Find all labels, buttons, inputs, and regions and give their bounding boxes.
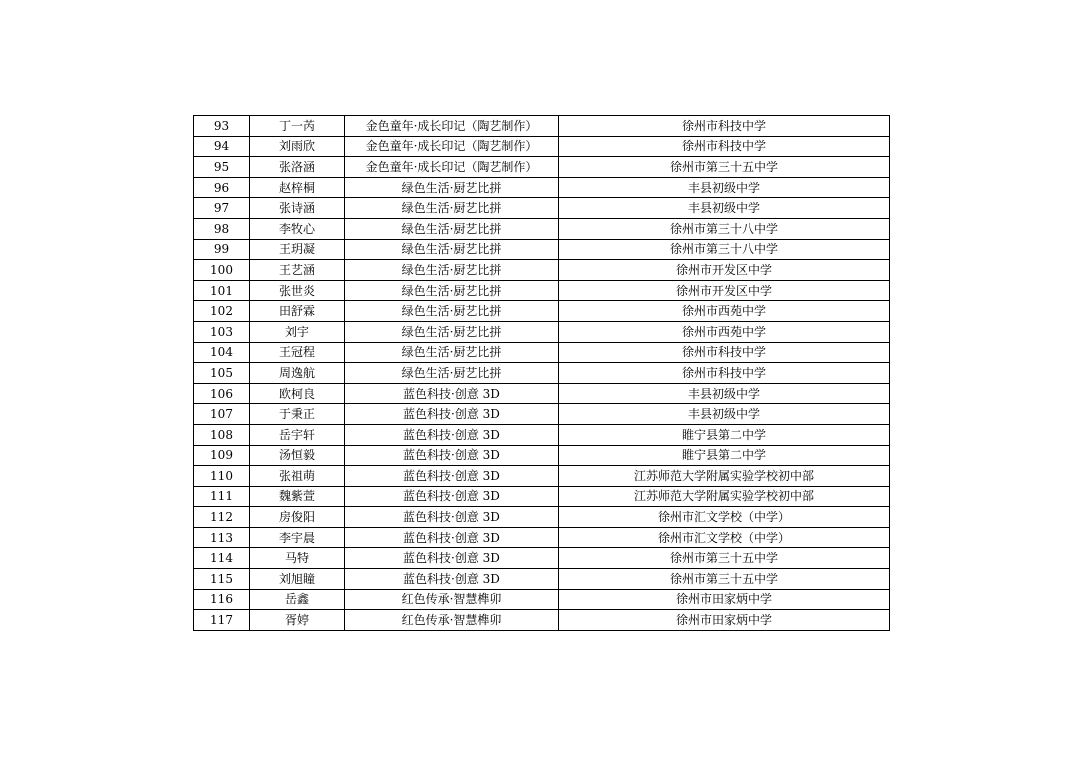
row-number-cell: 116: [194, 589, 250, 610]
project-cell: 蓝色科技·创意 3D: [345, 445, 559, 466]
student-name-cell: 汤恒毅: [250, 445, 345, 466]
row-number-cell: 101: [194, 280, 250, 301]
project-cell: 绿色生活·厨艺比拼: [345, 198, 559, 219]
row-number-cell: 97: [194, 198, 250, 219]
table-row: [194, 507, 890, 528]
school-cell: 徐州市第三十八中学: [559, 239, 890, 260]
table-row: [194, 404, 890, 425]
row-number-cell: 115: [194, 569, 250, 590]
row-number-cell: 102: [194, 301, 250, 322]
row-number-cell: 95: [194, 157, 250, 178]
student-name-cell: 周逸航: [250, 363, 345, 384]
table-row: [194, 486, 890, 507]
school-cell: 徐州市汇文学校（中学）: [559, 507, 890, 528]
student-name-cell: 张祖萌: [250, 466, 345, 487]
school-cell: 丰县初级中学: [559, 404, 890, 425]
table-row: [194, 136, 890, 157]
project-cell: 红色传承·智慧榫卯: [345, 589, 559, 610]
table-row: [194, 610, 890, 631]
school-cell: 徐州市科技中学: [559, 136, 890, 157]
student-name-cell: 丁一芮: [250, 116, 345, 137]
project-cell: 蓝色科技·创意 3D: [345, 486, 559, 507]
project-cell: 绿色生活·厨艺比拼: [345, 218, 559, 239]
school-cell: 丰县初级中学: [559, 177, 890, 198]
row-number-cell: 104: [194, 342, 250, 363]
table-row: [194, 342, 890, 363]
student-name-cell: 张诗涵: [250, 198, 345, 219]
row-number-cell: 103: [194, 321, 250, 342]
school-cell: 徐州市科技中学: [559, 116, 890, 137]
student-name-cell: 王冠程: [250, 342, 345, 363]
student-name-cell: 张洛涵: [250, 157, 345, 178]
school-cell: 徐州市第三十五中学: [559, 548, 890, 569]
student-name-cell: 刘宇: [250, 321, 345, 342]
school-cell: 徐州市开发区中学: [559, 260, 890, 281]
row-number-cell: 96: [194, 177, 250, 198]
table-row: [194, 589, 890, 610]
table-row: [194, 280, 890, 301]
table-row: [194, 383, 890, 404]
table-row: [194, 157, 890, 178]
school-cell: 徐州市科技中学: [559, 342, 890, 363]
school-cell: 徐州市西苑中学: [559, 301, 890, 322]
school-cell: 徐州市田家炳中学: [559, 610, 890, 631]
table-row: [194, 424, 890, 445]
project-cell: 蓝色科技·创意 3D: [345, 527, 559, 548]
table-row: [194, 569, 890, 590]
project-cell: 蓝色科技·创意 3D: [345, 548, 559, 569]
row-number-cell: 108: [194, 424, 250, 445]
school-cell: 江苏师范大学附属实验学校初中部: [559, 486, 890, 507]
project-cell: 金色童年·成长印记（陶艺制作）: [345, 136, 559, 157]
project-cell: 红色传承·智慧榫卯: [345, 610, 559, 631]
table-row: [194, 260, 890, 281]
row-number-cell: 106: [194, 383, 250, 404]
student-name-cell: 王艺涵: [250, 260, 345, 281]
student-name-cell: 于秉正: [250, 404, 345, 425]
table-row: [194, 527, 890, 548]
school-cell: 徐州市田家炳中学: [559, 589, 890, 610]
row-number-cell: 99: [194, 239, 250, 260]
table-row: [194, 445, 890, 466]
student-name-cell: 张世炎: [250, 280, 345, 301]
table-row: [194, 218, 890, 239]
row-number-cell: 114: [194, 548, 250, 569]
table-row: [194, 116, 890, 137]
table-row: [194, 239, 890, 260]
project-cell: 绿色生活·厨艺比拼: [345, 321, 559, 342]
student-name-cell: 刘旭瞳: [250, 569, 345, 590]
student-name-cell: 岳鑫: [250, 589, 345, 610]
row-number-cell: 110: [194, 466, 250, 487]
row-number-cell: 94: [194, 136, 250, 157]
row-number-cell: 112: [194, 507, 250, 528]
student-name-cell: 田舒霖: [250, 301, 345, 322]
project-cell: 绿色生活·厨艺比拼: [345, 239, 559, 260]
row-number-cell: 105: [194, 363, 250, 384]
school-cell: 徐州市第三十五中学: [559, 569, 890, 590]
table-row: [194, 548, 890, 569]
project-cell: 绿色生活·厨艺比拼: [345, 280, 559, 301]
project-cell: 金色童年·成长印记（陶艺制作）: [345, 116, 559, 137]
project-cell: 绿色生活·厨艺比拼: [345, 177, 559, 198]
school-cell: 江苏师范大学附属实验学校初中部: [559, 466, 890, 487]
student-name-cell: 房俊阳: [250, 507, 345, 528]
student-name-cell: 魏紫萱: [250, 486, 345, 507]
school-cell: 睢宁县第二中学: [559, 424, 890, 445]
school-cell: 徐州市汇文学校（中学）: [559, 527, 890, 548]
row-number-cell: 100: [194, 260, 250, 281]
school-cell: 丰县初级中学: [559, 198, 890, 219]
row-number-cell: 117: [194, 610, 250, 631]
table-row: [194, 177, 890, 198]
student-name-cell: 马特: [250, 548, 345, 569]
student-name-cell: 欧柯良: [250, 383, 345, 404]
student-name-cell: 赵梓桐: [250, 177, 345, 198]
row-number-cell: 98: [194, 218, 250, 239]
row-number-cell: 113: [194, 527, 250, 548]
table-row: [194, 301, 890, 322]
school-cell: 徐州市第三十五中学: [559, 157, 890, 178]
table-row: [194, 198, 890, 219]
table-row: [194, 363, 890, 384]
project-cell: 蓝色科技·创意 3D: [345, 569, 559, 590]
project-cell: 蓝色科技·创意 3D: [345, 424, 559, 445]
school-cell: 丰县初级中学: [559, 383, 890, 404]
table-row: [194, 466, 890, 487]
project-cell: 绿色生活·厨艺比拼: [345, 301, 559, 322]
award-list-table: [193, 115, 890, 631]
project-cell: 金色童年·成长印记（陶艺制作）: [345, 157, 559, 178]
table-row: [194, 321, 890, 342]
school-cell: 睢宁县第二中学: [559, 445, 890, 466]
row-number-cell: 109: [194, 445, 250, 466]
project-cell: 绿色生活·厨艺比拼: [345, 363, 559, 384]
row-number-cell: 107: [194, 404, 250, 425]
project-cell: 蓝色科技·创意 3D: [345, 383, 559, 404]
school-cell: 徐州市开发区中学: [559, 280, 890, 301]
project-cell: 绿色生活·厨艺比拼: [345, 260, 559, 281]
project-cell: 绿色生活·厨艺比拼: [345, 342, 559, 363]
student-name-cell: 刘雨欣: [250, 136, 345, 157]
student-name-cell: 胥婷: [250, 610, 345, 631]
student-name-cell: 李牧心: [250, 218, 345, 239]
student-name-cell: 李宇晨: [250, 527, 345, 548]
project-cell: 蓝色科技·创意 3D: [345, 404, 559, 425]
table-body: [194, 116, 890, 631]
project-cell: 蓝色科技·创意 3D: [345, 466, 559, 487]
row-number-cell: 111: [194, 486, 250, 507]
row-number-cell: 93: [194, 116, 250, 137]
student-name-cell: 王玥凝: [250, 239, 345, 260]
school-cell: 徐州市科技中学: [559, 363, 890, 384]
school-cell: 徐州市第三十八中学: [559, 218, 890, 239]
project-cell: 蓝色科技·创意 3D: [345, 507, 559, 528]
school-cell: 徐州市西苑中学: [559, 321, 890, 342]
student-name-cell: 岳宇轩: [250, 424, 345, 445]
